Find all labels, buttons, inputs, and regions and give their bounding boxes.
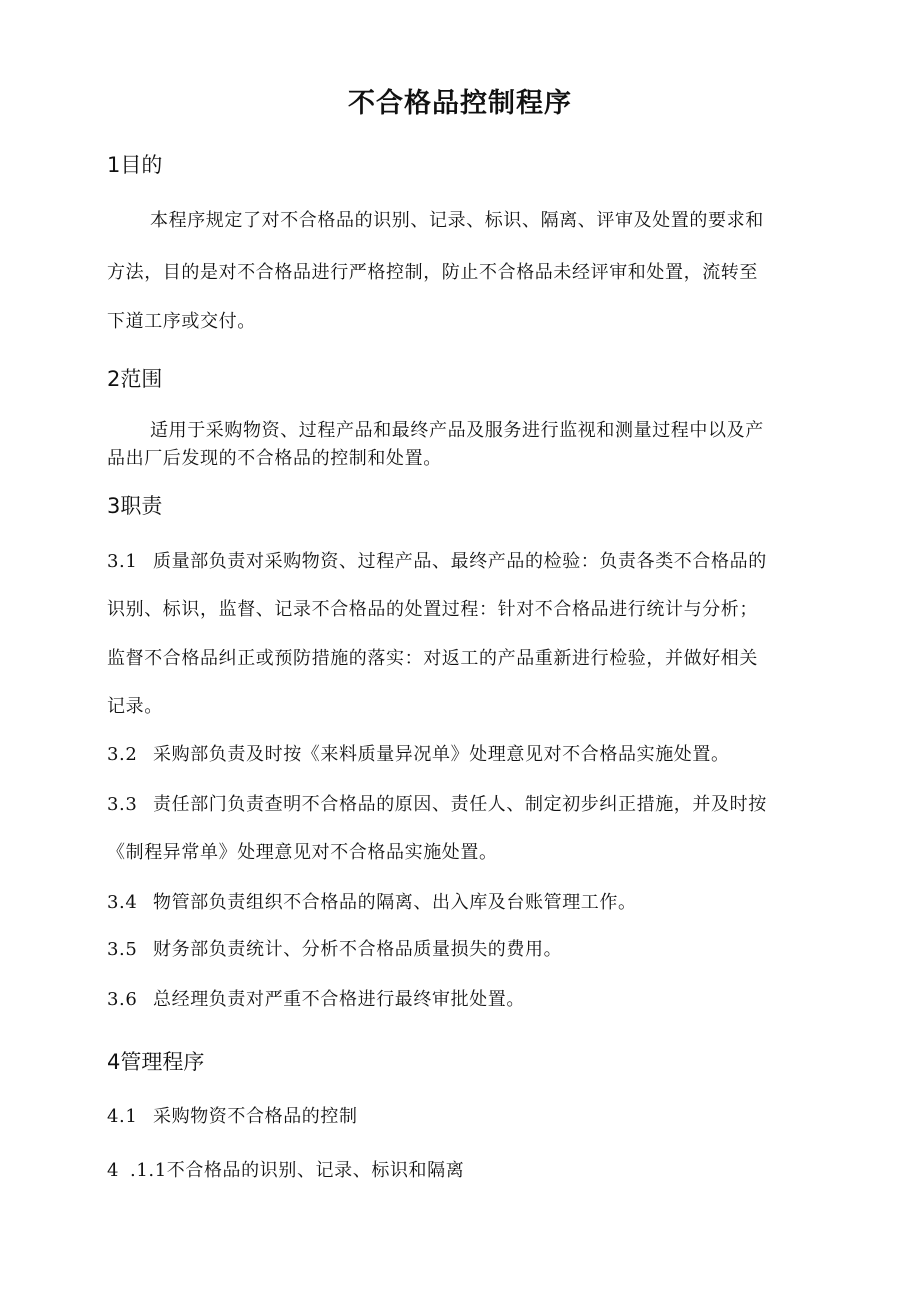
responsibility-3-1-line-3: 监督不合格品纠正或预防措施的落实：对返工的产品重新进行检验，并做好相关 <box>107 648 758 669</box>
scope-line-2: 品出厂后发现的不合格品的控制和处置。 <box>107 448 442 469</box>
item-number: 3.5 <box>107 939 138 960</box>
responsibility-item-3-2 <box>107 742 730 768</box>
item-number: 4.1 <box>107 1106 138 1127</box>
responsibility-3-1-line-4: 记录。 <box>107 696 163 717</box>
document-title: 不合格品控制程序 <box>348 88 572 119</box>
purpose-line-2: 方法，目的是对不合格品进行严格控制，防止不合格品未经评审和处置，流转至 <box>107 262 758 283</box>
responsibility-item-3-3 <box>107 792 767 818</box>
purpose-line-1: 本程序规定了对不合格品的识别、记录、标识、隔离、评审及处置的要求和 <box>150 210 764 231</box>
item-text: 采购部负责及时按《来料质量异况单》处理意见对不合格品实施处置。 <box>153 744 730 765</box>
item-text: 责任部门负责查明不合格品的原因、责任人、制定初步纠正措施，并及时按 <box>153 794 767 815</box>
responsibility-item-3-4 <box>107 890 637 916</box>
responsibility-3-3-line-2: 《制程异常单》处理意见对不合格品实施处置。 <box>107 842 498 863</box>
item-text: 质量部负责对采购物资、过程产品、最终产品的检验：负责各类不合格品的 <box>153 551 767 572</box>
purpose-line-3: 下道工序或交付。 <box>107 311 256 332</box>
responsibility-item-3-1 <box>107 549 767 575</box>
responsibility-3-1-line-2: 识别、标识，监督、记录不合格品的处置过程：针对不合格品进行统计与分析； <box>107 599 758 620</box>
procedure-item-4-1 <box>107 1104 358 1130</box>
section-heading-responsibilities: 3职责 <box>107 494 163 518</box>
item-text: 财务部负责统计、分析不合格品质量损失的费用。 <box>153 939 563 960</box>
procedure-item-4-1-1 <box>107 1158 464 1184</box>
responsibility-item-3-5 <box>107 937 562 963</box>
responsibility-item-3-6 <box>107 987 525 1013</box>
item-text: .1.1不合格品的识别、记录、标识和隔离 <box>130 1160 465 1181</box>
item-number: 4 <box>107 1160 120 1181</box>
section-heading-procedure: 4管理程序 <box>107 1050 205 1074</box>
scope-line-1: 适用于采购物资、过程产品和最终产品及服务进行监视和测量过程中以及产 <box>150 420 764 441</box>
item-text: 物管部负责组织不合格品的隔离、出入库及台账管理工作。 <box>153 892 637 913</box>
item-number: 3.2 <box>107 744 138 765</box>
item-text: 总经理负责对严重不合格进行最终审批处置。 <box>153 989 525 1010</box>
item-number: 3.4 <box>107 892 138 913</box>
item-number: 3.3 <box>107 794 138 815</box>
item-text: 采购物资不合格品的控制 <box>153 1106 358 1127</box>
section-heading-scope: 2范围 <box>107 367 163 391</box>
section-heading-purpose: 1目的 <box>107 153 163 177</box>
item-number: 3.6 <box>107 989 138 1010</box>
item-number: 3.1 <box>107 551 138 572</box>
